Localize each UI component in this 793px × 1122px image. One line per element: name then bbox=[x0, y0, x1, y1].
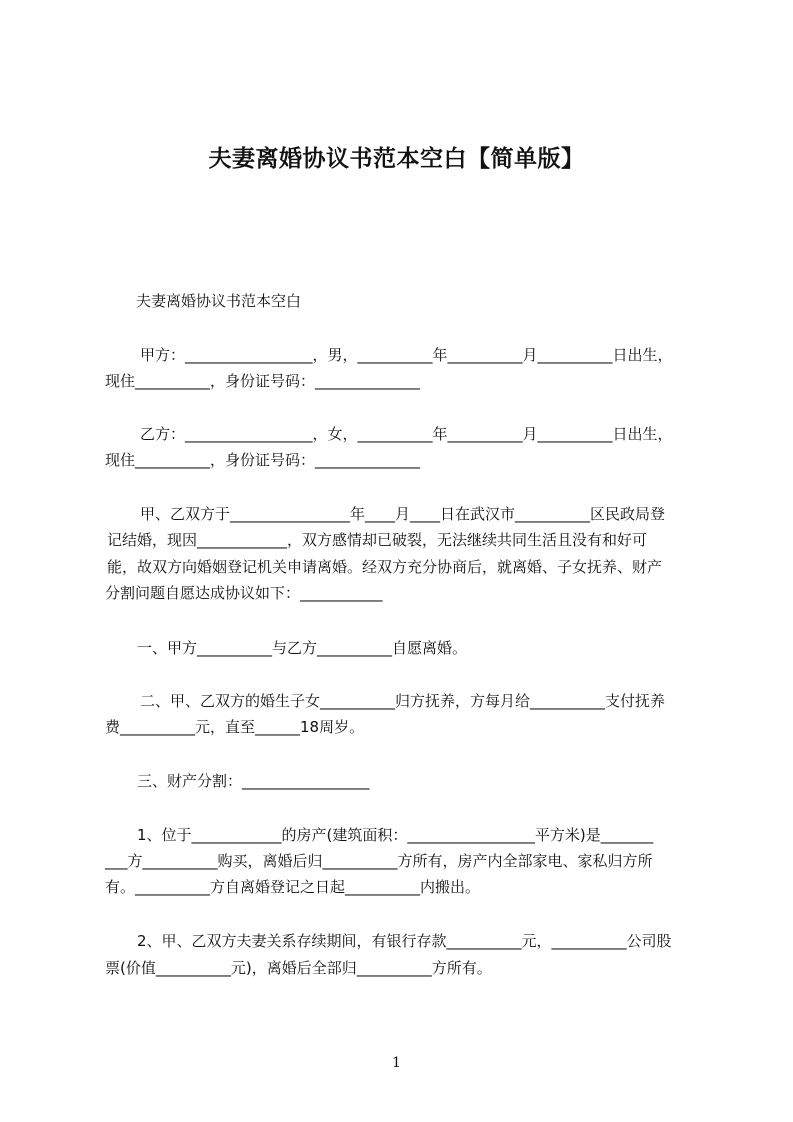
subtitle: 夫妻离婚协议书范本空白 bbox=[136, 292, 302, 310]
party-b-line-1: 乙方：_________________，女，__________年__________月__________日出生， bbox=[140, 425, 673, 443]
clause-2-line-2: 费__________元，直至______18周岁。 bbox=[105, 718, 365, 736]
marriage-paragraph-line-3: 能，故双方向婚姻登记机关申请离婚。经双方充分协商后，就离婚、子女抚养、财产 bbox=[107, 558, 663, 576]
property-item-1-line-2: ___方__________购买，离婚后归__________方所有，房产内全部家电、家私归方所 bbox=[105, 852, 653, 870]
page-number: 1 bbox=[392, 1055, 401, 1071]
clause-2-line-1: 二、甲、乙双方的婚生子女__________归方抚养，方每月给__________支付抚养 bbox=[140, 692, 666, 710]
party-a-line-2: 现住__________，身份证号码：______________ bbox=[105, 372, 421, 390]
property-item-2-line-2: 票(价值__________元)，离婚后全部归__________方所有。 bbox=[105, 959, 492, 977]
property-item-2-line-1: 2、甲、乙双方夫妻关系存续期间，有银行存款__________元，__________公司股 bbox=[137, 932, 672, 950]
marriage-paragraph-line-4: 分割问题自愿达成协议如下：___________ bbox=[105, 584, 383, 602]
document-title: 夫妻离婚协议书范本空白【简单版】 bbox=[208, 146, 585, 172]
clause-1: 一、甲方__________与乙方__________自愿离婚。 bbox=[137, 639, 468, 657]
marriage-paragraph-line-2: 记结婚，现因____________，双方感情却已破裂，无法继续共同生活且没有和好可 bbox=[107, 531, 648, 549]
party-a-line-1: 甲方：_________________，男，__________年__________月__________日出生， bbox=[140, 346, 673, 364]
party-b-line-2: 现住__________，身份证号码：______________ bbox=[105, 451, 421, 469]
property-item-1-line-1: 1、位于____________的房产(建筑面积：_________________平方米)是_______ bbox=[137, 826, 654, 844]
property-item-1-line-3: 有。__________方自离婚登记之日起__________内搬出。 bbox=[105, 878, 481, 896]
clause-3: 三、财产分割：_________________ bbox=[137, 772, 370, 790]
marriage-paragraph-line-1: 甲、乙双方于________________年____月____日在武汉市__________区民政局登 bbox=[140, 505, 666, 523]
